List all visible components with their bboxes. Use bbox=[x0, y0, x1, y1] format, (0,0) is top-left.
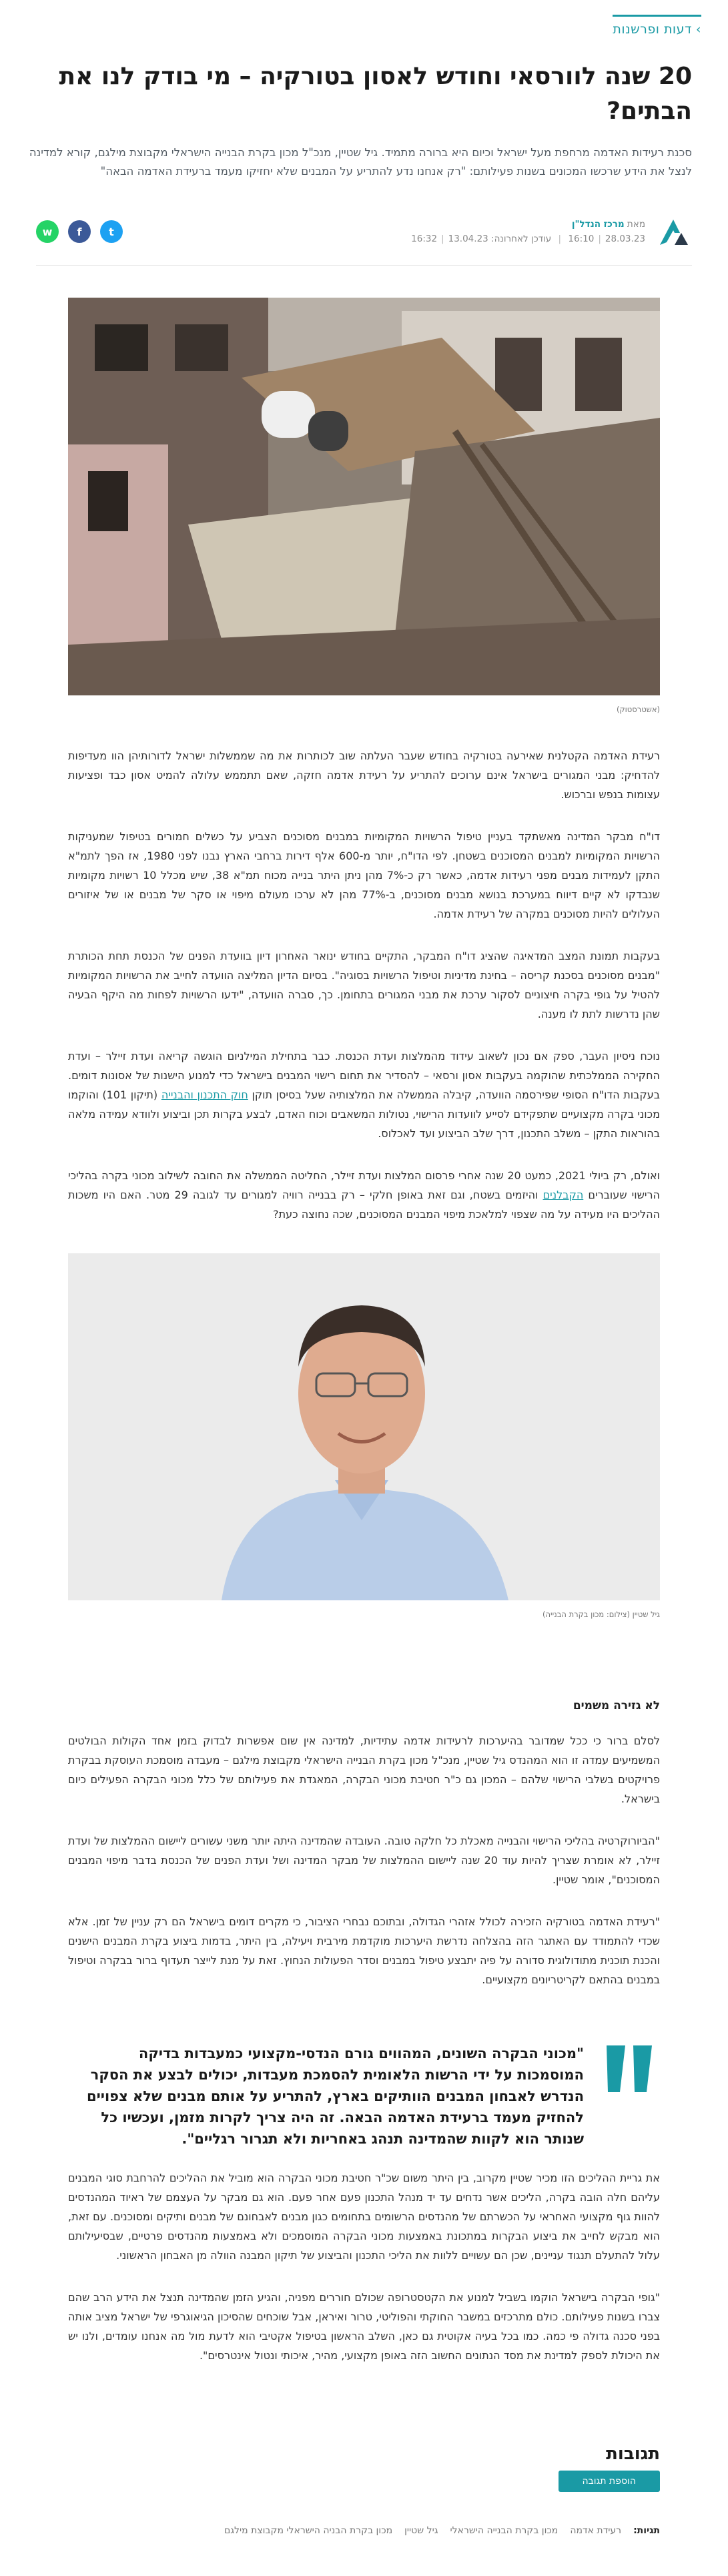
paragraph-4 bbox=[68, 1046, 660, 1143]
collapsed-building-photo bbox=[68, 298, 660, 695]
share-buttons bbox=[36, 220, 123, 243]
planning-law-link[interactable]: חוק התכנון והבנייה bbox=[161, 1088, 248, 1101]
tags-label: תגיות: bbox=[633, 2525, 660, 2536]
contractors-link[interactable]: הקבלנים bbox=[542, 1189, 584, 1201]
milgam-institute-link[interactable]: מכון בקרת הבנייה הישראלי מקבוצת מילגם bbox=[232, 1754, 428, 1766]
paragraph-4-rest: (תיקון 101) והוקמו מכוני בקרה מקצועיים שתפקידם לסייע לוועדות הרישוי, נטולות המשאבים וכוח האדם, לבצע בקרות תכן וביצוע ולוודא עמידה מלאה בהוראות התקן – משלב התכנון, דרך שלב הביצוע ועד לאכלוס. bbox=[68, 1088, 660, 1140]
paragraph-7: "הביורוקרטיה בהליכי הרישוי והבנייה מאכלת כל חלקה טובה. העובדה שהמדינה היתה יותר משני עשורים ליישום ההמלצות של ועדת זיילר, לא אומרת שצריך להיות עוד 20 שנה ליישום ההמלצות של מבקר המדינה ושל ועדת הפנים של הכנסת בדבר מיפוי המבנים המסוכנים", אומר שטיין. bbox=[68, 1835, 660, 1886]
paragraph-6-text: לסלם ברור כי ככל שמדובר בהיערכות לרעידות אדמה עתידיות, למדינה אין שום אפשרות לבדוק בזמן אחד הקולות הבולטים המשמיעים עמדה זו הוא המהנדס גיל שטיין, מנכ"ל bbox=[68, 1734, 661, 1766]
paragraph-6 bbox=[68, 1731, 660, 1809]
article-body bbox=[68, 746, 660, 1224]
published-time: 16:10 bbox=[568, 234, 595, 244]
section-label: דעות ופרשנות bbox=[613, 22, 692, 37]
dates-line: 28.03.23|16:10 | עודכן לאחרונה: 13.04.23|16:32 bbox=[411, 234, 645, 244]
paragraph-5 bbox=[68, 1166, 660, 1224]
paragraph-9-text: את גריית ההליכים הזו מכיר שטיין מקרוב, בין היתר משום שכ"ר חטיבת מכוני הבקרה הוא מוביל את ההליכים להרחבת סוגי המבנים עליהם חלה הובה בקרה, הליכים אשר נדחים עד יד bbox=[68, 2172, 661, 2204]
paragraph-6-rest: – מעבדה מוסמכת העוסקת בבקרת פרויקטים בשלבי הרישוי שלהם – המכון גם כ"ר חטיבת מכוני הבקרה, המאגדת את פעילותם של כלל מכוני הבקרה הפעילים כיום בישראל. bbox=[68, 1754, 660, 1805]
paragraph-8: "רעידת האדמה בטורקיה הזכירה לכולל אזהרי הגדולה, ובתוכם נבחרי הציבור, כי מקרים דומים בישראל הם רק עניין של זמן. אלא שכדי להתמודד עם האתגר הזה בהצלחה נדרשת היערכות מוקדמת מירבית ויעילה, בין היתר, בדמות ביצוע בקרת המבנים הישנים והכנת תוכנית מתודולוגית סדורה על פיה יתבצע טיפול במבנים וסדר הפעולות הנחוץ. זאת על מנת לייצר תעדוף ברור בבקרה וטיפול במבנים בהתאם לקריטריונים מקצועיים. bbox=[68, 1915, 660, 1986]
paragraph-9 bbox=[68, 2168, 660, 2265]
article-title: 20 שנה לוורסאי וחודש לאסון בטורקיה – מי בודק לנו את הבתים? bbox=[59, 63, 692, 125]
tags-row bbox=[68, 2525, 660, 2536]
photo-caption-2: גיל שטיין (צילום: מכון בקרת הבנייה) bbox=[542, 1610, 660, 1619]
published-date: 28.03.23 bbox=[605, 234, 645, 244]
article-meta bbox=[27, 213, 701, 250]
planning-admin-link[interactable]: מנהל התכנון bbox=[364, 2191, 423, 2204]
tag-link[interactable]: גיל שטיין bbox=[404, 2525, 438, 2536]
updated-time: 16:32 bbox=[411, 234, 438, 244]
section-subhead: לא גזירה משמים bbox=[573, 1699, 660, 1712]
pull-quote-text: "מכוני הבקרה השונים, המהווים גורם הנדסי-מקצועי כמעבדות בדיקה המוסמכות על ידי הרשות הלאומית להסמכת מעבדות, יכולים לבצע את הסקר הנדרש לאבחון המבנים הוותיקים בארץ, להתריע על אותם מבנים שלא צפויים להחזיק מעמד ברעידת האדמה הבאה. זה היה צריך לקרות מזמן, ועכשיו כל שנותר הוא לקוות שהמדינה תנהג באחריות ולא תגרור רגליים". bbox=[86, 2045, 584, 2147]
paragraph-3: בעקבות תמונת המצב המדאיגה שהציג דו"ח המבקר, התקיים בחודש ינואר האחרון דיון בוועדת הפנים של הכנסת תחת הכותרת "מבנים מסוכנים בסכנת קריסה – בחינת מדיניות וטיפול הרשויות בסוגיה". בסיום הדיון המליצה הוועדה לחייב את הרשויות המקומיות להטיל על גופי בקרה חיצוניים לסקור ערכת את מבני המגורים בתחומן. כך, סברה הוועדה, "ידעו הרשויות לפחות מה היקף הבעיה שהן נדרשות לתת לו מענה. bbox=[68, 950, 660, 1020]
author-prefix: מאת bbox=[627, 219, 645, 230]
tag-link[interactable]: רעידת אדמה bbox=[570, 2525, 622, 2536]
paragraph-10: "גופי הבקרה בישראל הוקמו בשביל למנוע את הקטסטרופה שכולם חוררים מפניה, והגיע הזמן שהמדינה תנצל את הידע הרב שהם צברו בשנות פעילותם. כולם מתרכזים במשבר החוקתי והפוליטי, טרור ואיראן, אבל שוכחים שהסיכון הגיאוגרפי של ישראל מציב אותה בפני סכנה גדולה פי כמה. כמו בכל בעיה אקוטית גם כאן, השלב הראשון בטיפול אקטיבי הוא לדעת מול מה אנחנו עומדים, ולנו יש את היכולת לספק למדינת את מסד הנתונים החשוב הזה באופן מקצועי, מהיר, איכותי ונטול אינטרסים". bbox=[68, 2291, 660, 2362]
section-link[interactable] bbox=[613, 15, 701, 37]
whatsapp-share-icon[interactable]: w bbox=[36, 220, 59, 243]
meta-divider bbox=[36, 265, 692, 266]
tag-link[interactable]: מכון בקרת הבנייה הישראלי bbox=[450, 2525, 559, 2536]
paragraph-9-rest: פעם אחר פעם. הוא גם מבקר על העצמם של ראיוד המהנדסים להוות גוף מקצועי האחראי על הכשרתם של מהנדסים הרשומים בתחומים כגון מבנים לאבחונם של מבנים ותיקים ומסוכנים. עם זאת, הוא מבקש לחייב את ביצוע הבקרות במתכונת באמצעות מכוני הבקרה המוסמכים ולא באמצעות מהנדסים פרטיים, שבסיעילותם עלול להתעלם תנגוד עניינים, שכן הם עשויים ללוות את הליכי התכנון והביצוע של תיקון המבנה הוולה מן האבחון הראשוני. bbox=[68, 2191, 660, 2262]
comments-section bbox=[68, 2444, 660, 2492]
updated-date: 13.04.23 bbox=[448, 234, 488, 244]
tag-link[interactable]: מכון בקרת הבניה הישראלי מקבוצת מילגם bbox=[224, 2525, 393, 2536]
author-name[interactable]: מרכז הנדל"ן bbox=[571, 219, 625, 230]
quote-marks-icon bbox=[600, 2039, 660, 2099]
paragraph-4-text: נוכח ניסיון העבר, ספק אם נכון לשאוב עידוד מהמלצות ועדת הכנסת. כבר בתחילת המילניום הוגשה קריאה ועדת זיילר – ועדת החקירה הממלכתית שהוקמה בעקבות אסון ורסאי – להסדיר את תחום רישוי המבנים בישראל כדי למנוע הישנות של אסונות דומים. בעקבות הדו"ח הסופי שפירסמה הוועדה, קיבלה הממשלה את המלצותיה שעל בסיסן תוקן bbox=[68, 1050, 661, 1101]
updated-label: עודכן לאחרונה: bbox=[491, 234, 552, 244]
pull-quote bbox=[68, 2039, 660, 2150]
article-body-2 bbox=[68, 1731, 660, 1989]
paragraph-5-rest: והיזמים בשטח, וגם זאת באופן חלקי – רק בבנייה רוויה למגורים עד לגובה 29 מטר. האם היו משכות ההליכים היו מעידה על מה שצפוי למלאכת מיפוי המבנים המסוכנים, שכה נחוצה כעת? bbox=[68, 1189, 660, 1221]
gil-stein-portrait-photo bbox=[68, 1253, 660, 1600]
paragraph-1: רעידת האדמה הקטלנית שאירעה בטורקיה בחודש שעבר העלתה שוב לכותרות את מה שממשלות ישראל לדורותיהן הוו מעדיפות להדחיק: מבני המגורים בישראל אינם ערוכים להתריע על רעידת אדמה חזקה, שאם תתממש עלולה להמיט אסון כבד ופציעות עצומות בנפש וברכוש. bbox=[68, 749, 660, 801]
paragraph-2: דו"ח מבקר המדינה מאשתקד בעניין טיפול הרשויות המקומיות במבנים מסוכנים הצביע על כשלים חמורים בטיפול שמעניקות הרשויות המקומיות למבנים המסוכנים בשטחן. לפי הדו"ח, יותר מ-600 אלף דירות ברחבי הארץ נבנו לפני 1980, אז הפך לתמ"א התקן לעמידות מבנים מפני רעידות אדמה, כאשר רק כ-7% מהן ניתן היתר בנייה מכוח תמ"א 38, שיש מכלל 10 רשויות מקומיות שנבדקו לא קיים דיווח במערכת בנושא מבנים מסוכנים, ב-77% מהן לא ערכו מעולם מיפוי או סקר של מבנים או של איזורים העלולים להיות מסוכנים במקרה של רעידת אדמה. bbox=[68, 830, 661, 920]
add-comment-button[interactable]: הוספת תגובה bbox=[559, 2471, 660, 2492]
logo-icon bbox=[655, 213, 692, 250]
photo-caption-1: (אשטרסטוק) bbox=[617, 705, 660, 714]
twitter-share-icon[interactable]: t bbox=[100, 220, 123, 243]
author-block bbox=[411, 213, 692, 250]
chevron-icon: › bbox=[695, 22, 701, 37]
article-subtitle: סכנת רעידות האדמה מרחפת מעל ישראל וכיום היא ברורה מתמיד. גיל שטיין, מנכ"ל מכון בקרת הבנייה הישראלי מקבוצת מילגם, קורא למדינה לנצל את הידע שרכשו המכונים בשנות פעילותם: "רק אנחנו נדע להתריע על המבנים שלא יחזיקו מעמד ברעידת האדמה הבאה" bbox=[29, 146, 692, 178]
article-content bbox=[68, 298, 660, 2536]
article-body-3 bbox=[68, 2168, 660, 2365]
paragraph-5-text: ואולם, רק ביולי 2021, כמעט 20 שנה אחרי פרסום המלצות ועדת זיילר, החליטה הממשלה את החובה לשילוב מכוני בקרה בהליכי הרישוי שעוברים bbox=[68, 1169, 660, 1201]
facebook-share-icon[interactable]: f bbox=[68, 220, 91, 243]
section-breadcrumb bbox=[27, 0, 701, 37]
comments-title: תגובות bbox=[606, 2444, 660, 2464]
